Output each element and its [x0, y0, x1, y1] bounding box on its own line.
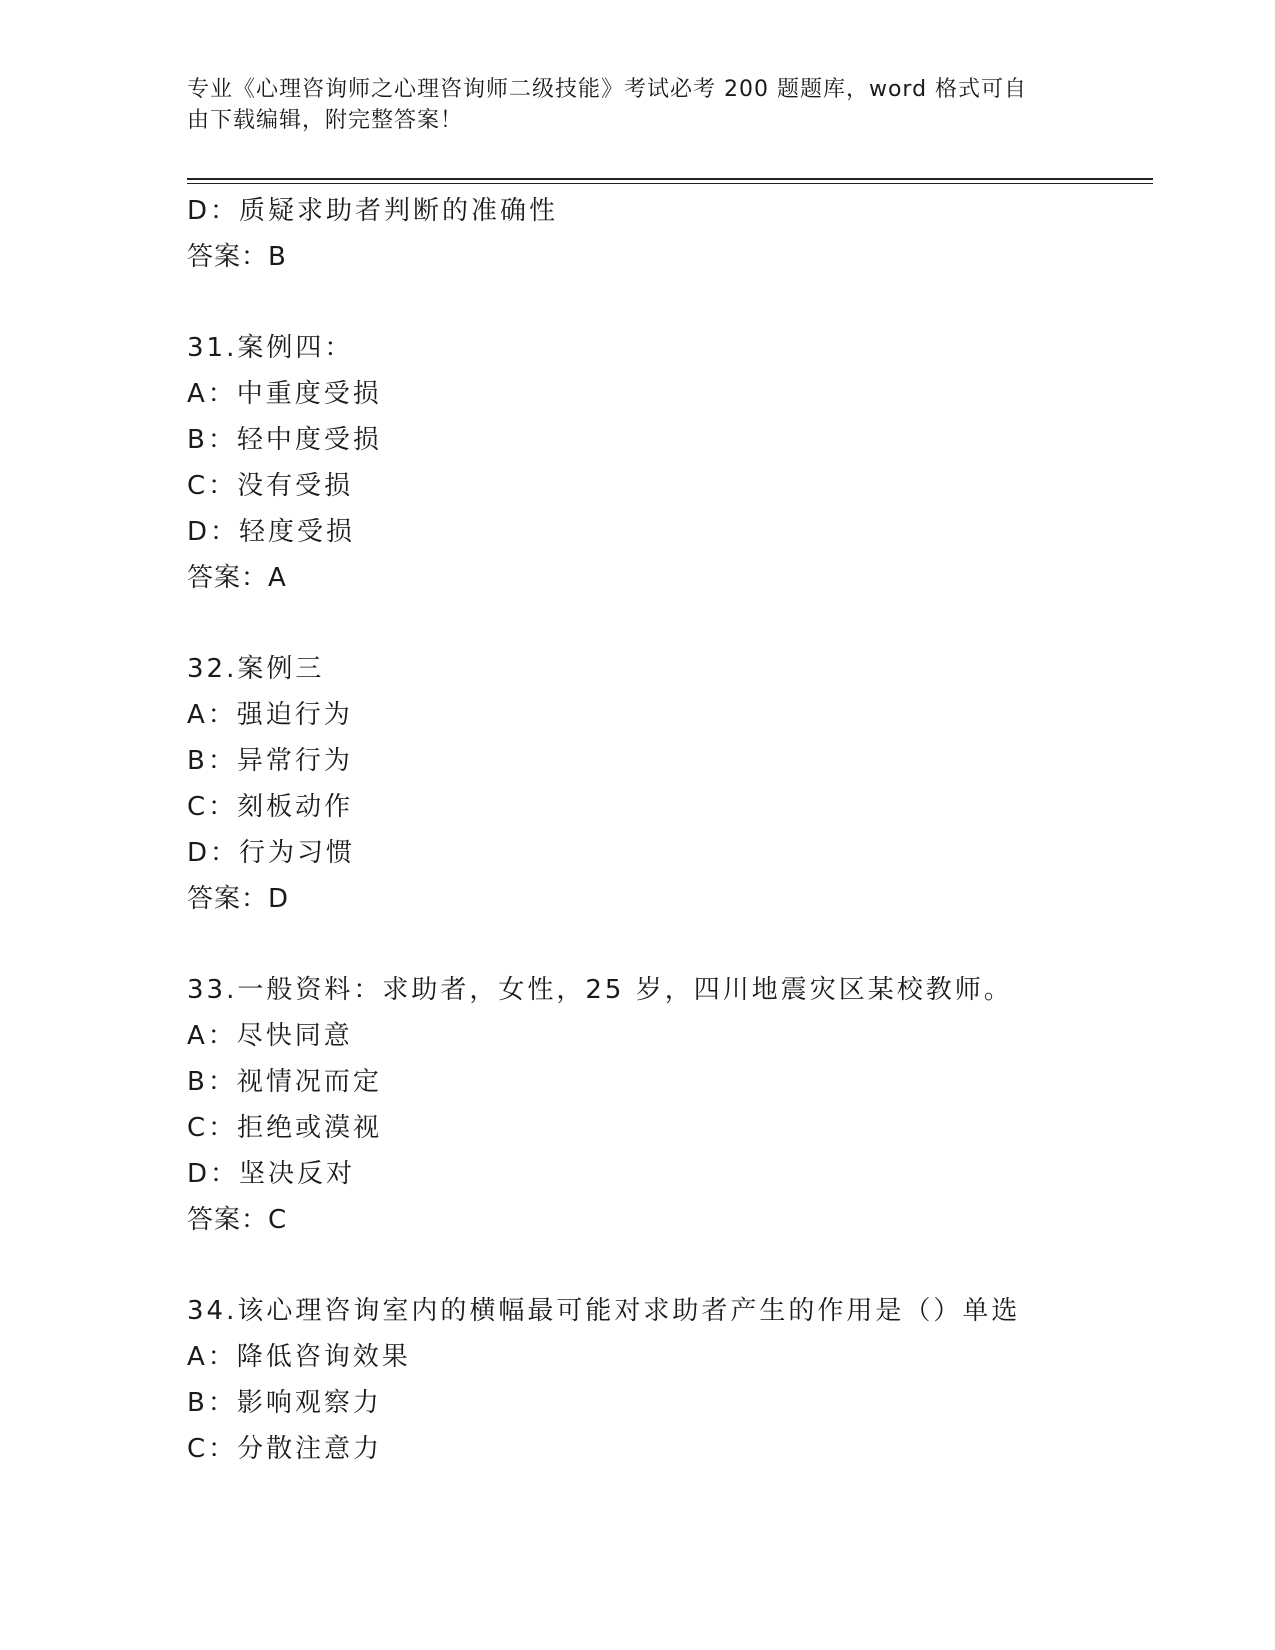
option-d: D：质疑求助者判断的准确性	[187, 196, 559, 226]
option-b: B：视情况而定	[187, 1067, 382, 1097]
spacer	[187, 1243, 1147, 1288]
question-stem: 32.案例三	[187, 654, 325, 684]
answer-line: 答案：D	[187, 884, 290, 914]
question-stem: 34.该心理咨询室内的横幅最可能对求助者产生的作用是（）单选	[187, 1296, 1021, 1326]
option-c: C：拒绝或漠视	[187, 1113, 383, 1143]
option-c: C：分散注意力	[187, 1434, 383, 1464]
answer-line: 答案：C	[187, 1205, 288, 1235]
spacer	[187, 922, 1147, 967]
spacer	[187, 601, 1147, 646]
option-c: C：刻板动作	[187, 792, 354, 822]
option-c: C：没有受损	[187, 471, 354, 501]
option-a: A：降低咨询效果	[187, 1342, 411, 1372]
spacer	[187, 280, 1147, 325]
option-b: B：轻中度受损	[187, 425, 382, 455]
option-a: A：尽快同意	[187, 1021, 353, 1051]
option-b: B：影响观察力	[187, 1388, 382, 1418]
option-d: D：坚决反对	[187, 1159, 356, 1189]
option-a: A：中重度受损	[187, 379, 382, 409]
header-divider-thin	[187, 183, 1153, 184]
header-line-2: 由下载编辑，附完整答案！	[187, 108, 464, 133]
document-header	[187, 74, 1067, 136]
header-divider-thick	[187, 178, 1153, 180]
question-list	[187, 188, 1147, 1472]
answer-line: 答案：B	[187, 242, 287, 272]
option-b: B：异常行为	[187, 746, 353, 776]
question-stem: 33.一般资料：求助者，女性，25 岁，四川地震灾区某校教师。	[187, 975, 1013, 1005]
answer-line: 答案：A	[187, 563, 287, 593]
option-a: A：强迫行为	[187, 700, 353, 730]
option-d: D：轻度受损	[187, 517, 356, 547]
question-stem: 31.案例四：	[187, 333, 354, 363]
option-d: D：行为习惯	[187, 838, 356, 868]
header-line-1: 专业《心理咨询师之心理咨询师二级技能》考试必考 200 题题库，word 格式可自	[187, 77, 1028, 102]
